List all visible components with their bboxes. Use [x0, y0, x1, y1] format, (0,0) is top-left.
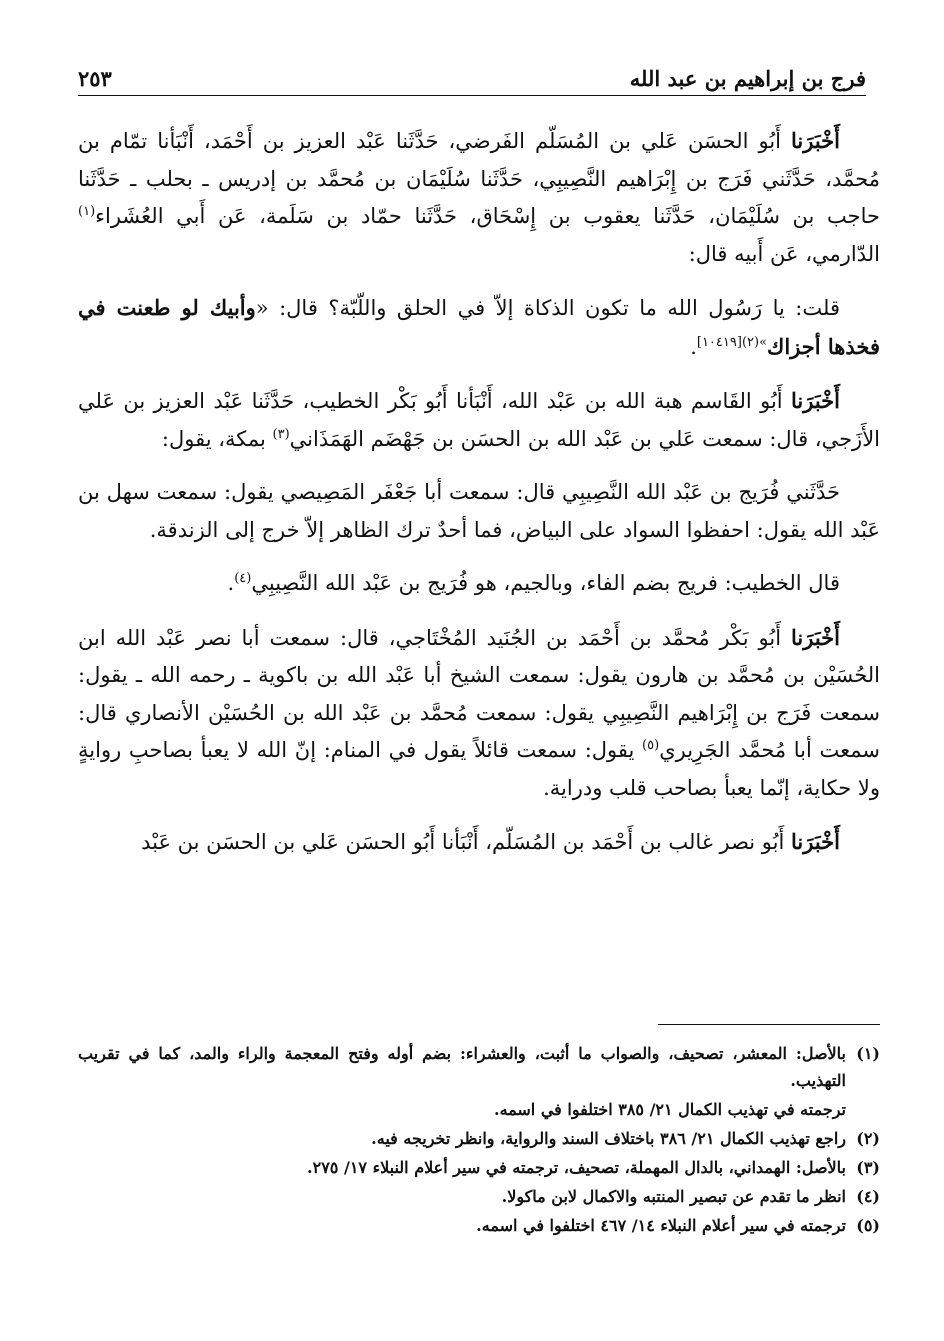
paragraph-text: قلت: يا رَسُول الله ما تكون الذكاة إلاّ في الحلق واللّبّة؟ قال: « — [255, 296, 840, 320]
paragraph-4 — [78, 474, 880, 549]
paragraph-text: أَبُو القَاسم هبة الله بن عَبْد الله، أَنْبَأنا أَبُو بَكْر الخطيب، حَدَّثَنا عَبْد العزيز بن عَلي الأَزَجي، قال: سمعت عَلي بن عَبْد الله بن الحسَن بن جَهْضَم الهَمَذَاني — [78, 389, 880, 451]
footnote-number: (٥) — [856, 1216, 880, 1235]
running-header — [78, 52, 866, 96]
footnote-text: راجع تهذيب الكمال ٢١/ ٣٨٦ باختلاف السند والرواية، وانظر تخريجه فيه. — [371, 1129, 846, 1148]
footnote-divider — [658, 1024, 880, 1025]
footnote-number: (١) — [856, 1044, 880, 1063]
paragraph-6 — [78, 619, 880, 808]
header-title: فرج بن إبراهيم بن عبد الله — [629, 66, 866, 91]
footnote-number: (٤) — [856, 1187, 880, 1206]
lead-word: أَخْبَرَنا — [791, 128, 840, 153]
paragraph-7 — [78, 823, 880, 862]
footnote-ref: (٥) — [642, 738, 660, 753]
footnote-ref: (٤) — [234, 571, 252, 586]
footnote-ref: (٣) — [272, 426, 290, 442]
footnote-text: انظر ما تقدم عن تبصير المنتبه والاكمال لابن ماكولا. — [501, 1187, 846, 1206]
footnote-ref: (١) — [78, 204, 96, 219]
footnotes — [78, 1040, 880, 1241]
footnote-number: (٢) — [856, 1129, 880, 1148]
footnote-2 — [78, 1125, 880, 1152]
footnote-3 — [78, 1154, 880, 1181]
paragraph-text: حَدَّثَني فُرَيج بن عَبْد الله النَّصِيبِي قال: سمعت أبا جَعْفَر المَصِيصي يقول: سمعت سهل بن عَبْد الله يقول: احفظوا السواد على البياض، فما أحدٌ ترك الظاهر إلاّ خرج إلى الزندقة. — [78, 480, 880, 542]
footnote-number: (٣) — [856, 1158, 880, 1177]
paragraph-tail: بمكة، يقول: — [161, 426, 273, 451]
lead-word: أَخْبَرَنا — [791, 829, 840, 854]
footnote-text: بالأصل: الهمداني، بالدال المهملة، تصحيف، ترجمته في سير أعلام النبلاء ١٧/ ٢٧٥. — [307, 1158, 846, 1177]
paragraph-1 — [78, 122, 880, 273]
footnote-5 — [78, 1212, 880, 1239]
paragraph-text: أَبُو بَكْر مُحمَّد بن أَحْمَد بن الجُنَيد المُخْتَاجي، قال: سمعت أبا نصر عَبْد الله ابن الحُسَيْن بن مُحمَّد بن هارون يقول: سمعت الشيخ أبا عَبْد الله بن باكوية ـ رحمه الله ـ يقول: سمعت فَرَج بن إِبْرَاهيم النَّصِيبِي يقول: سمعت مُحمَّد بن عَبْد الله بن الحُسَيْن الأنصاري قال: سمعت أبا مُحمَّد الجَرِيري — [78, 625, 880, 762]
footnote-ref: »(٢)[١٠٤١٩] — [696, 334, 768, 350]
footnote-4 — [78, 1183, 880, 1210]
paragraph-2 — [78, 289, 880, 366]
lead-word: أَخْبَرَنا — [791, 624, 840, 650]
paragraph-tail: . — [227, 571, 235, 595]
footnote-1 — [78, 1040, 880, 1094]
paragraph-text: قال الخطيب: فريج بضم الفاء، وبالجيم، هو فُرَيج بن عَبْد الله النَّصِيبِي — [251, 571, 840, 595]
paragraph-3 — [78, 382, 880, 458]
hadith-quote: وأبيك لو طعنت في فخذها أجزاك — [78, 295, 880, 359]
lead-word: أَخْبَرَنا — [791, 388, 840, 413]
footnote-1-continuation: ترجمته في تهذيب الكمال ٢١/ ٣٨٥ اختلفوا في اسمه. — [494, 1100, 846, 1119]
paragraph-tail: يقول: سمعت قائلاً يقول في المنام: إنّ الله لا يعبأ بصاحبِ روايةٍ ولا حكاية، إنّما يعبأ بصاحب قلب ودراية. — [78, 738, 880, 800]
paragraph-tail: . — [690, 334, 697, 359]
footnote-text: بالأصل: المعشر، تصحيف، والصواب ما أثبت، والعشراء: بضم أوله وفتح المعجمة والراء والمد، كما في تقريب التهذيب. — [78, 1044, 846, 1090]
paragraph-5 — [78, 565, 880, 603]
main-text — [78, 122, 880, 878]
paragraph-text: أَبُو الحسَن عَلي بن المُسَلّم الفَرضي، حَدَّثَنا عَبْد العزيز بن أَحْمَد، أَنْبَأنا تمّام بن مُحمَّد، حَدَّثَني فَرَج بن إِبْرَاهيم النَّصِيبِي، حَدَّثَنا سُلَيْمَان بن مُحمَّد بن إدريس ـ بحلب ـ حَدَّثَنا حاجب بن سُلَيْمَان، حَدَّثَنا يعقوب بن إِسْحَاق، حَدَّثَنا حمّاد بن سَلَمة، عَن أَبي العُشَراء — [78, 129, 880, 228]
page-number: ٢٥٣ — [78, 66, 112, 91]
paragraph-text: أَبُو نصر غالب بن أَحْمَد بن المُسَلّم، أَنْبَأنا أَبُو الحسَن عَلي بن الحسَن بن عَبْد — [141, 830, 792, 854]
footnote-text: ترجمته في سير أعلام النبلاء ١٤/ ٤٦٧ اختلفوا في اسمه. — [476, 1216, 846, 1235]
paragraph-tail: الدّارمي، عَن أَبيه قال: — [688, 241, 880, 266]
